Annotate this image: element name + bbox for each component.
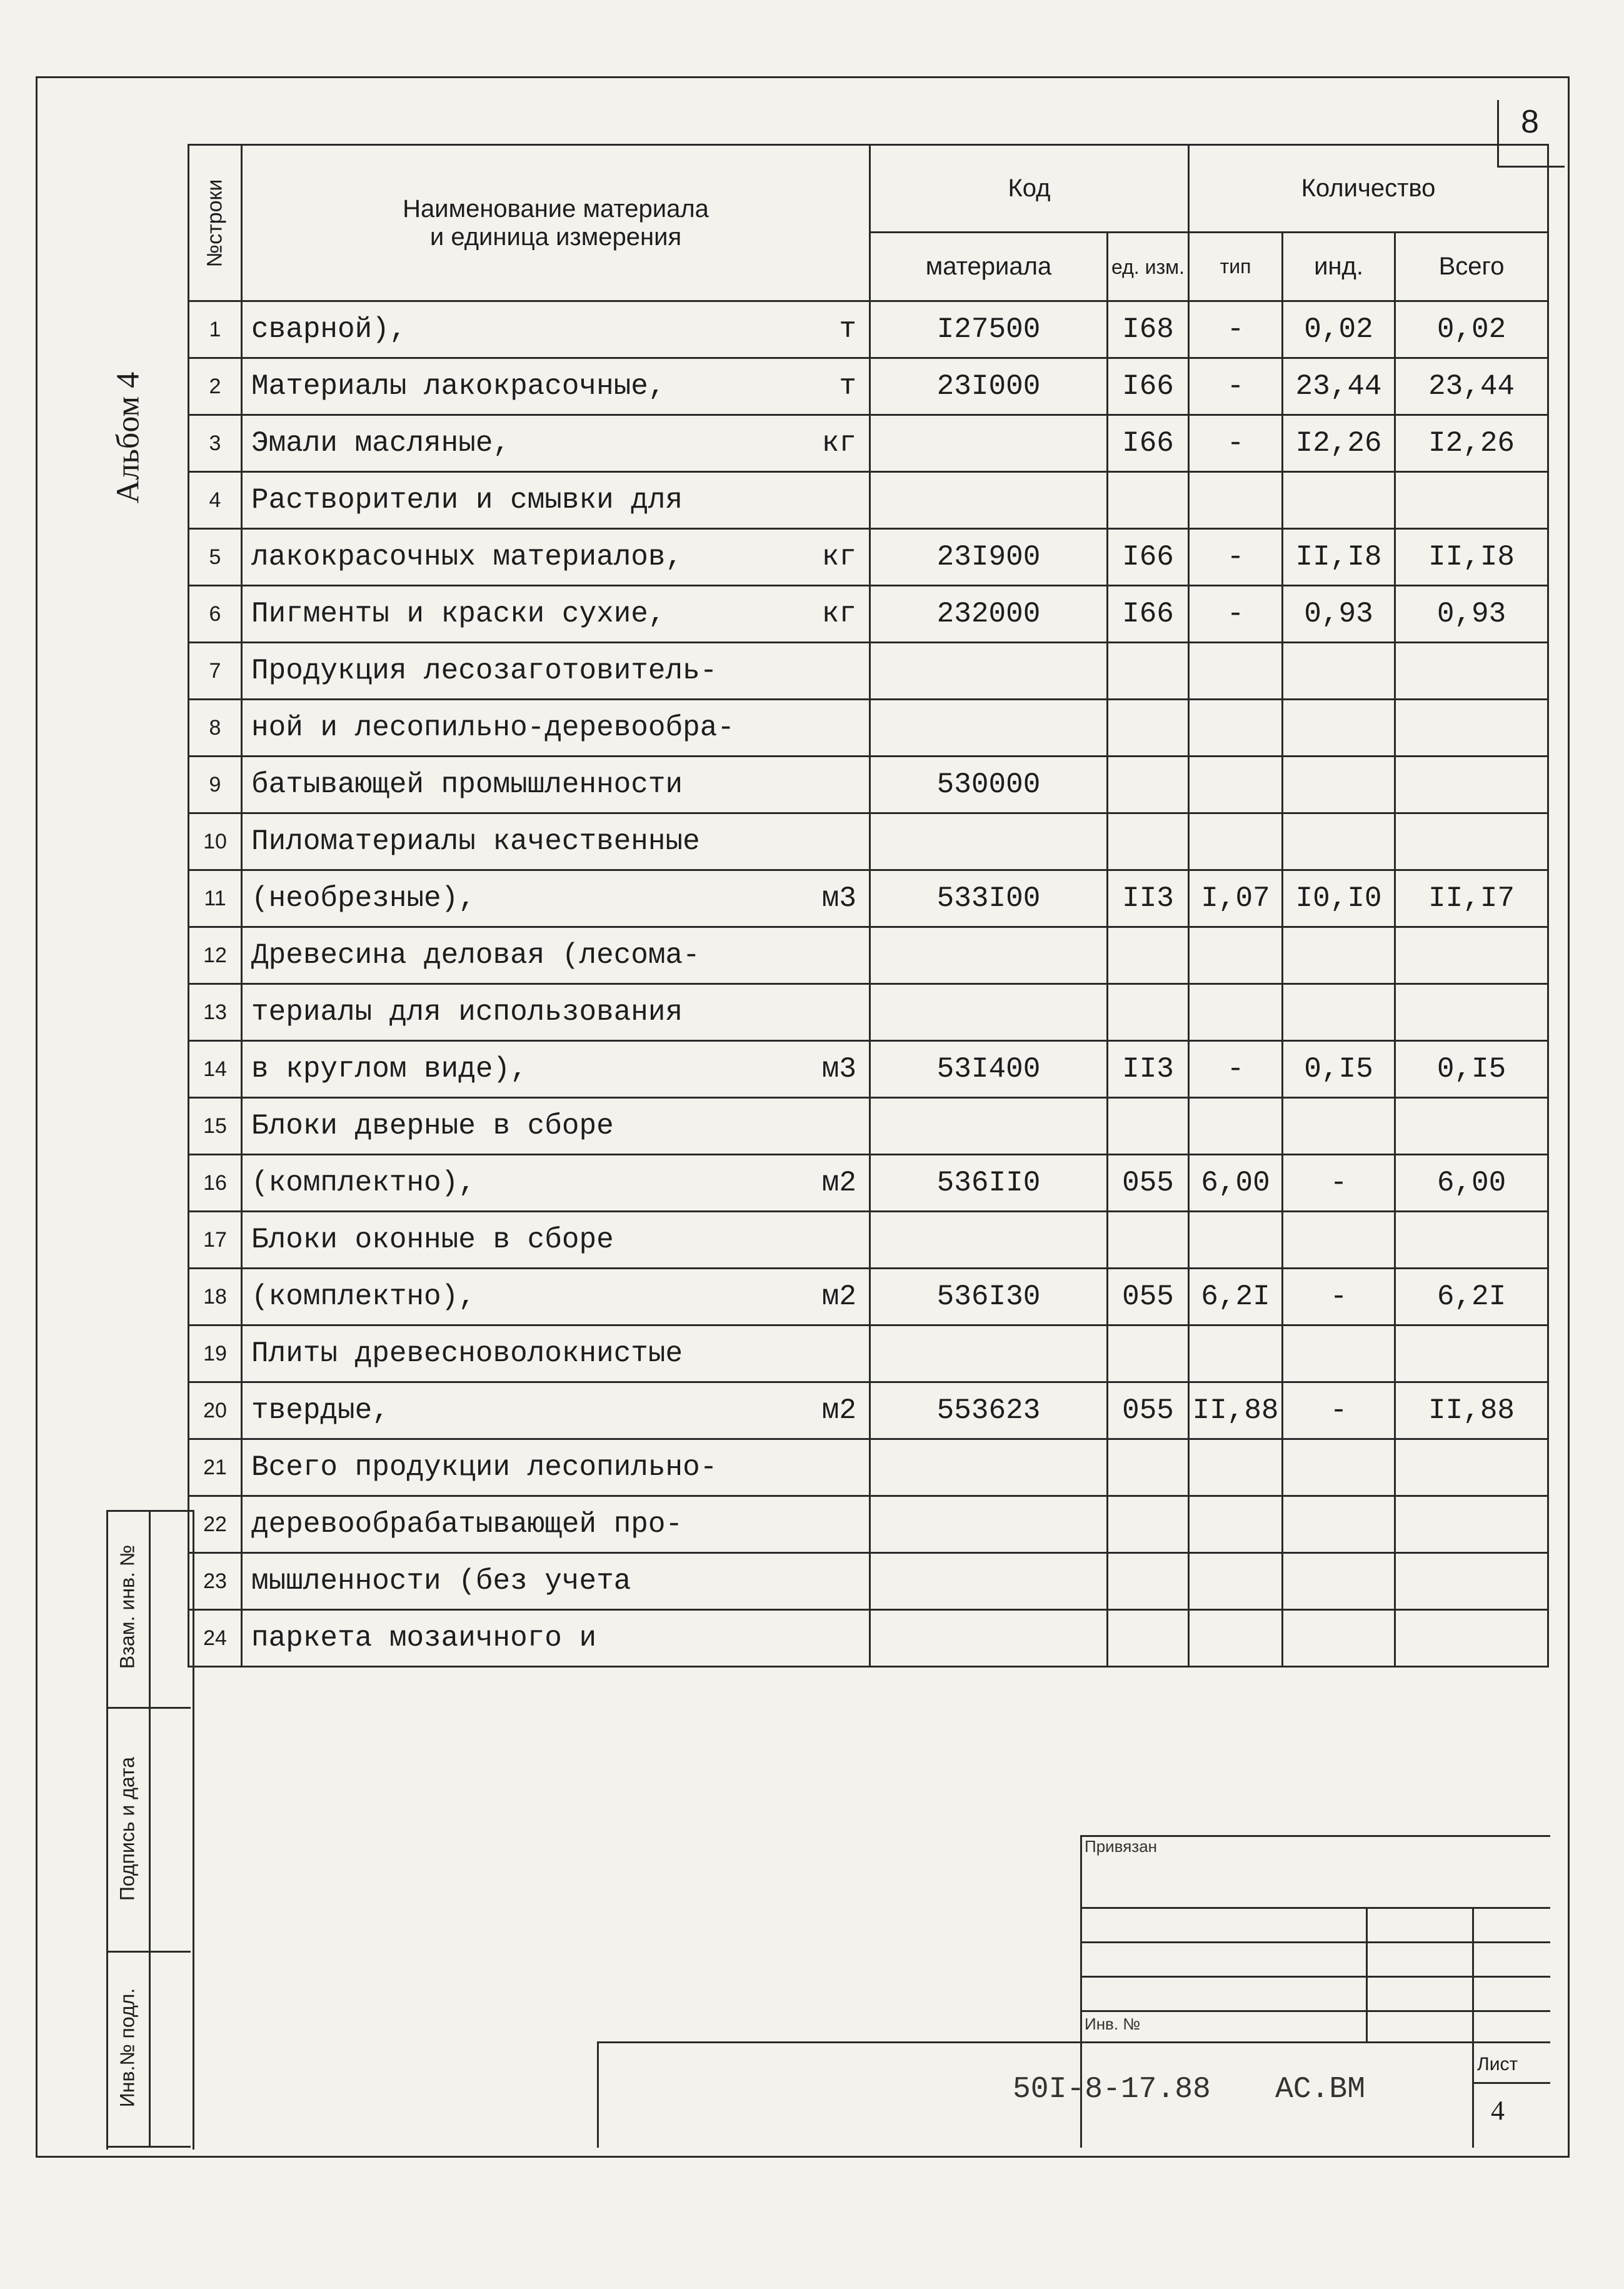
material-code xyxy=(870,1553,1108,1610)
table-row xyxy=(189,700,1548,757)
list-number: 4 xyxy=(1491,2095,1505,2126)
qty-total: 0,I5 xyxy=(1395,1041,1548,1098)
material-name-cell xyxy=(242,984,870,1041)
material-name-cell xyxy=(242,1212,870,1269)
qty-total: 6,00 xyxy=(1395,1155,1548,1212)
qty-type xyxy=(1189,700,1283,757)
qty-type xyxy=(1189,757,1283,813)
material-code: I27500 xyxy=(870,301,1108,358)
qty-total: 0,93 xyxy=(1395,586,1548,643)
material-name: Эмали масляные, xyxy=(251,427,511,460)
header-unit-code: ед. изм. xyxy=(1108,233,1189,301)
material-name: паркета мозаичного и xyxy=(251,1622,597,1654)
table-row xyxy=(189,643,1548,700)
unit-code: 055 xyxy=(1108,1382,1189,1439)
table-row xyxy=(189,1439,1548,1496)
header-ind: инд. xyxy=(1283,233,1395,301)
sheet-number: 8 xyxy=(1521,104,1539,140)
row-number: 22 xyxy=(189,1496,242,1553)
zam-inv-label: Взам. инв. № xyxy=(116,1544,139,1669)
material-name-cell xyxy=(242,1269,870,1326)
row-number: 11 xyxy=(189,870,242,927)
material-name-cell xyxy=(242,586,870,643)
qty-total: I2,26 xyxy=(1395,415,1548,472)
material-name: (комплектно), xyxy=(251,1167,476,1199)
qty-ind xyxy=(1283,927,1395,984)
qty-ind: 0,02 xyxy=(1283,301,1395,358)
qty-ind xyxy=(1283,1496,1395,1553)
row-number: 12 xyxy=(189,927,242,984)
list-label: Лист xyxy=(1477,2054,1518,2075)
qty-total xyxy=(1395,813,1548,870)
unit-code: I66 xyxy=(1108,529,1189,586)
unit-code xyxy=(1108,927,1189,984)
material-unit: т xyxy=(839,313,856,346)
material-name-cell xyxy=(242,1041,870,1098)
qty-total: 6,2I xyxy=(1395,1269,1548,1326)
qty-ind xyxy=(1283,1326,1395,1382)
material-name-cell xyxy=(242,301,870,358)
qty-ind xyxy=(1283,700,1395,757)
qty-type xyxy=(1189,1553,1283,1610)
qty-type: - xyxy=(1189,301,1283,358)
qty-ind: - xyxy=(1283,1269,1395,1326)
qty-total xyxy=(1395,927,1548,984)
material-code xyxy=(870,927,1108,984)
qty-type: - xyxy=(1189,586,1283,643)
qty-type xyxy=(1189,643,1283,700)
material-name-cell xyxy=(242,643,870,700)
title-block-line xyxy=(1080,1941,1550,1943)
material-code xyxy=(870,1496,1108,1553)
qty-total xyxy=(1395,757,1548,813)
row-number: 5 xyxy=(189,529,242,586)
privyazan-label: Привязан xyxy=(1085,1837,1158,1856)
qty-type: 6,00 xyxy=(1189,1155,1283,1212)
table-row xyxy=(189,1098,1548,1155)
side-stamp-line-3 xyxy=(106,2146,191,2148)
unit-code: I66 xyxy=(1108,586,1189,643)
table-row xyxy=(189,301,1548,358)
row-number: 1 xyxy=(189,301,242,358)
table-row xyxy=(189,757,1548,813)
material-name: сварной), xyxy=(251,313,407,346)
table-row xyxy=(189,472,1548,529)
qty-ind xyxy=(1283,1610,1395,1667)
row-number: 14 xyxy=(189,1041,242,1098)
qty-type xyxy=(1189,984,1283,1041)
unit-code xyxy=(1108,1098,1189,1155)
material-unit: кг xyxy=(821,598,856,630)
material-code: 553623 xyxy=(870,1382,1108,1439)
qty-type: - xyxy=(1189,358,1283,415)
material-name-cell xyxy=(242,529,870,586)
material-name: Блоки дверные в сборе xyxy=(251,1110,614,1142)
qty-total xyxy=(1395,1496,1548,1553)
header-code: Код xyxy=(870,145,1189,233)
material-name: батывающей промышленности xyxy=(251,768,683,801)
material-name-cell xyxy=(242,1496,870,1553)
material-name-cell xyxy=(242,415,870,472)
row-number: 20 xyxy=(189,1382,242,1439)
table-row xyxy=(189,984,1548,1041)
material-code xyxy=(870,415,1108,472)
material-unit: м2 xyxy=(821,1280,856,1313)
row-number: 3 xyxy=(189,415,242,472)
unit-code xyxy=(1108,1610,1189,1667)
title-block-line xyxy=(597,2041,1550,2043)
header-row-no: №строки xyxy=(189,145,242,301)
table-row xyxy=(189,1553,1548,1610)
material-code: 53I400 xyxy=(870,1041,1108,1098)
material-name: в круглом виде), xyxy=(251,1053,528,1085)
title-block-line xyxy=(1472,1907,1474,2148)
table-row xyxy=(189,1155,1548,1212)
qty-ind xyxy=(1283,757,1395,813)
row-number: 4 xyxy=(189,472,242,529)
unit-code xyxy=(1108,757,1189,813)
row-number: 21 xyxy=(189,1439,242,1496)
material-name-cell xyxy=(242,757,870,813)
qty-ind xyxy=(1283,813,1395,870)
material-code: 530000 xyxy=(870,757,1108,813)
qty-total xyxy=(1395,1212,1548,1269)
material-name-cell xyxy=(242,700,870,757)
row-number: 2 xyxy=(189,358,242,415)
material-code xyxy=(870,472,1108,529)
header-total: Всего xyxy=(1395,233,1548,301)
material-code xyxy=(870,643,1108,700)
qty-total xyxy=(1395,700,1548,757)
qty-type xyxy=(1189,1496,1283,1553)
qty-ind: I2,26 xyxy=(1283,415,1395,472)
qty-type xyxy=(1189,1326,1283,1382)
material-name: Древесина деловая (лесома- xyxy=(251,939,700,972)
qty-ind: - xyxy=(1283,1382,1395,1439)
qty-type xyxy=(1189,1098,1283,1155)
material-name: твердые, xyxy=(251,1394,389,1427)
qty-type: - xyxy=(1189,415,1283,472)
table-row xyxy=(189,1212,1548,1269)
material-name: Блоки оконные в сборе xyxy=(251,1224,614,1256)
row-number: 19 xyxy=(189,1326,242,1382)
row-number: 24 xyxy=(189,1610,242,1667)
material-name-cell xyxy=(242,1098,870,1155)
qty-type xyxy=(1189,472,1283,529)
material-name: Пигменты и краски сухие, xyxy=(251,598,666,630)
title-block-line xyxy=(1366,1907,1368,2041)
title-block-line xyxy=(1080,1976,1550,1978)
material-code xyxy=(870,813,1108,870)
material-name: Плиты древесноволокнистые xyxy=(251,1337,683,1370)
unit-code xyxy=(1108,700,1189,757)
qty-type: - xyxy=(1189,529,1283,586)
side-stamp-line-2 xyxy=(106,1951,191,1953)
title-block-line xyxy=(597,2041,599,2148)
side-stamp-divider xyxy=(149,1510,151,2148)
header-qty: Количество xyxy=(1189,145,1548,233)
qty-ind: 0,93 xyxy=(1283,586,1395,643)
materials-table xyxy=(188,144,1549,1668)
material-name: Всего продукции лесопильно- xyxy=(251,1451,718,1484)
header-material: материала xyxy=(870,233,1108,301)
unit-code xyxy=(1108,1439,1189,1496)
row-number: 13 xyxy=(189,984,242,1041)
header-name: Наименование материала и единица измерения xyxy=(242,145,870,301)
unit-code: I66 xyxy=(1108,358,1189,415)
table-row xyxy=(189,358,1548,415)
qty-type: II,88 xyxy=(1189,1382,1283,1439)
qty-ind xyxy=(1283,1098,1395,1155)
qty-ind: 23,44 xyxy=(1283,358,1395,415)
unit-code xyxy=(1108,1553,1189,1610)
title-block-line xyxy=(1080,2010,1550,2012)
material-name: мышленности (без учета xyxy=(251,1565,631,1597)
material-name-cell xyxy=(242,1326,870,1382)
table-row xyxy=(189,1496,1548,1553)
qty-type xyxy=(1189,927,1283,984)
table-row xyxy=(189,415,1548,472)
table-row xyxy=(189,1041,1548,1098)
material-name-cell xyxy=(242,813,870,870)
table-row xyxy=(189,1382,1548,1439)
side-stamp-line-1 xyxy=(106,1707,191,1709)
material-code xyxy=(870,1212,1108,1269)
inv-no-label: Инв. № xyxy=(1085,2015,1141,2033)
qty-ind xyxy=(1283,1553,1395,1610)
unit-code: I66 xyxy=(1108,415,1189,472)
material-name: териалы для использования xyxy=(251,996,683,1029)
qty-ind xyxy=(1283,472,1395,529)
qty-type: I,07 xyxy=(1189,870,1283,927)
qty-type: - xyxy=(1189,1041,1283,1098)
material-unit: т xyxy=(839,370,856,403)
material-name-cell xyxy=(242,472,870,529)
row-number: 16 xyxy=(189,1155,242,1212)
material-name-cell xyxy=(242,1439,870,1496)
unit-code xyxy=(1108,472,1189,529)
material-code: 232000 xyxy=(870,586,1108,643)
qty-total xyxy=(1395,472,1548,529)
material-unit: м2 xyxy=(821,1394,856,1427)
unit-code xyxy=(1108,984,1189,1041)
table-row xyxy=(189,1269,1548,1326)
row-number: 15 xyxy=(189,1098,242,1155)
qty-type xyxy=(1189,1439,1283,1496)
unit-code xyxy=(1108,1212,1189,1269)
material-name: лакокрасочных материалов, xyxy=(251,541,683,573)
material-name: Растворители и смывки для xyxy=(251,484,683,516)
material-name-cell xyxy=(242,1610,870,1667)
unit-code xyxy=(1108,813,1189,870)
qty-type xyxy=(1189,1212,1283,1269)
qty-ind: 0,I5 xyxy=(1283,1041,1395,1098)
unit-code xyxy=(1108,1496,1189,1553)
table-row xyxy=(189,1610,1548,1667)
qty-type xyxy=(1189,813,1283,870)
material-name: деревообрабатывающей про- xyxy=(251,1508,683,1541)
title-block-line xyxy=(1080,1907,1550,1909)
row-number: 17 xyxy=(189,1212,242,1269)
material-code xyxy=(870,700,1108,757)
material-unit: кг xyxy=(821,541,856,573)
qty-total: 0,02 xyxy=(1395,301,1548,358)
row-number: 18 xyxy=(189,1269,242,1326)
title-block-line xyxy=(1472,2082,1550,2084)
album-label: Альбом 4 xyxy=(110,371,146,504)
unit-code xyxy=(1108,1326,1189,1382)
qty-total xyxy=(1395,1610,1548,1667)
material-name: (необрезные), xyxy=(251,882,476,915)
document-code: 50I-8-17.88 xyxy=(1013,2073,1211,2106)
unit-code: 055 xyxy=(1108,1269,1189,1326)
table-row xyxy=(189,586,1548,643)
row-number: 9 xyxy=(189,757,242,813)
material-code: 533I00 xyxy=(870,870,1108,927)
material-code xyxy=(870,1326,1108,1382)
table-row xyxy=(189,1326,1548,1382)
qty-total xyxy=(1395,1439,1548,1496)
qty-ind xyxy=(1283,984,1395,1041)
qty-total xyxy=(1395,984,1548,1041)
qty-total xyxy=(1395,1553,1548,1610)
qty-ind xyxy=(1283,1212,1395,1269)
qty-total xyxy=(1395,1098,1548,1155)
qty-total xyxy=(1395,643,1548,700)
unit-code: I68 xyxy=(1108,301,1189,358)
table-row xyxy=(189,529,1548,586)
unit-code: 055 xyxy=(1108,1155,1189,1212)
qty-ind: I0,I0 xyxy=(1283,870,1395,927)
material-code: 23I900 xyxy=(870,529,1108,586)
row-number: 23 xyxy=(189,1553,242,1610)
qty-total: II,I7 xyxy=(1395,870,1548,927)
qty-total xyxy=(1395,1326,1548,1382)
row-number: 8 xyxy=(189,700,242,757)
qty-ind: - xyxy=(1283,1155,1395,1212)
material-name: (комплектно), xyxy=(251,1280,476,1313)
material-unit: м3 xyxy=(821,1053,856,1085)
document-mark: АС.ВМ xyxy=(1275,2073,1366,2106)
qty-type xyxy=(1189,1610,1283,1667)
unit-code: II3 xyxy=(1108,870,1189,927)
table-row xyxy=(189,927,1548,984)
qty-ind xyxy=(1283,1439,1395,1496)
material-code: 536I30 xyxy=(870,1269,1108,1326)
qty-type: 6,2I xyxy=(1189,1269,1283,1326)
material-code: 23I000 xyxy=(870,358,1108,415)
row-number: 7 xyxy=(189,643,242,700)
table-row xyxy=(189,813,1548,870)
qty-total: II,88 xyxy=(1395,1382,1548,1439)
material-name: Материалы лакокрасочные, xyxy=(251,370,666,403)
row-number: 6 xyxy=(189,586,242,643)
material-name-cell xyxy=(242,358,870,415)
header-type: тип xyxy=(1189,233,1283,301)
qty-ind xyxy=(1283,643,1395,700)
material-code xyxy=(870,1098,1108,1155)
material-code xyxy=(870,1610,1108,1667)
material-name-cell xyxy=(242,927,870,984)
table-row xyxy=(189,870,1548,927)
material-name: Пиломатериалы качественные xyxy=(251,825,700,858)
qty-total: II,I8 xyxy=(1395,529,1548,586)
material-code: 536II0 xyxy=(870,1155,1108,1212)
qty-total: 23,44 xyxy=(1395,358,1548,415)
material-name-cell xyxy=(242,870,870,927)
sign-date-label: Подпись и дата xyxy=(116,1756,139,1901)
row-number: 10 xyxy=(189,813,242,870)
material-name-cell xyxy=(242,1553,870,1610)
material-unit: м2 xyxy=(821,1167,856,1199)
material-name-cell xyxy=(242,1382,870,1439)
material-unit: м3 xyxy=(821,882,856,915)
material-name-cell xyxy=(242,1155,870,1212)
material-code xyxy=(870,1439,1108,1496)
unit-code: II3 xyxy=(1108,1041,1189,1098)
material-code xyxy=(870,984,1108,1041)
qty-ind: II,I8 xyxy=(1283,529,1395,586)
material-name: Продукция лесозаготовитель- xyxy=(251,655,718,687)
unit-code xyxy=(1108,643,1189,700)
material-name: ной и лесопильно-деревообра- xyxy=(251,712,734,744)
material-unit: кг xyxy=(821,427,856,460)
inv-podl-label: Инв.№ подл. xyxy=(116,1988,139,2108)
